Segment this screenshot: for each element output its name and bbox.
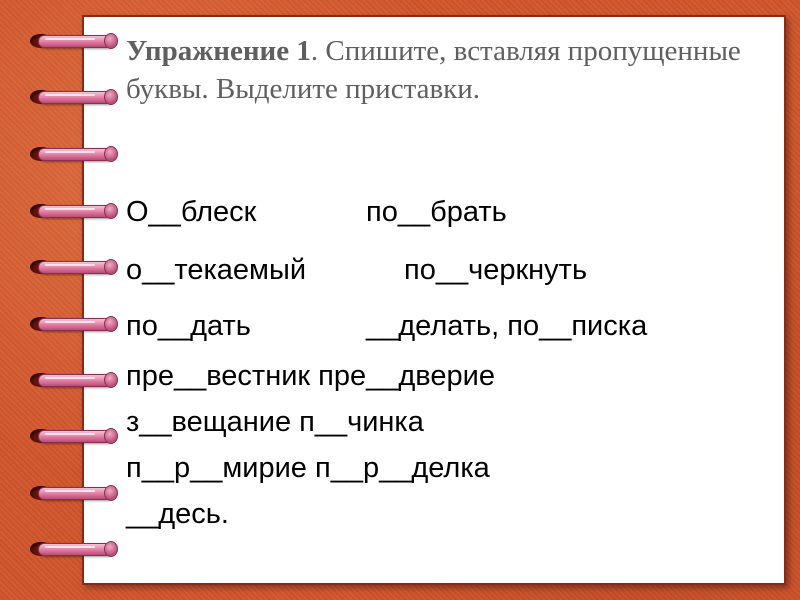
exercise-heading	[126, 32, 746, 108]
binding-ring	[30, 203, 114, 219]
word-row	[126, 310, 766, 360]
word-item: п__р__мирие п__р__делка	[126, 452, 490, 484]
word-item: о__текаемый	[126, 254, 307, 286]
word-item: __делать, по__писка	[366, 310, 648, 342]
binding-ring	[30, 372, 114, 388]
binding-ring	[30, 33, 114, 49]
word-row	[126, 254, 766, 310]
binding-ring	[30, 146, 114, 162]
binding-ring	[30, 428, 114, 444]
binding-ring	[30, 89, 114, 105]
word-item: по__черкнуть	[404, 254, 588, 286]
binding-ring	[30, 485, 114, 501]
word-row	[126, 452, 766, 498]
word-item: пре__вестник пре__дверие	[126, 360, 495, 392]
binding-ring	[30, 316, 114, 332]
word-item: з__вещание п__чинка	[126, 406, 424, 438]
binding-ring	[30, 541, 114, 557]
spiral-binding	[0, 0, 130, 600]
word-list	[126, 196, 766, 544]
exercise-title: Упражнение 1	[126, 35, 311, 67]
word-item: по__дать	[126, 310, 251, 342]
exercise-instruction: . Спишите, вставляя пропущенные буквы. Выделите приставки.	[126, 35, 741, 105]
word-row	[126, 196, 766, 254]
binding-ring	[30, 259, 114, 275]
word-item: О__блеск	[126, 196, 257, 228]
word-item: по__брать	[366, 196, 507, 228]
word-item: __десь.	[126, 498, 229, 530]
word-row	[126, 498, 766, 544]
word-row	[126, 360, 766, 406]
word-row	[126, 406, 766, 452]
